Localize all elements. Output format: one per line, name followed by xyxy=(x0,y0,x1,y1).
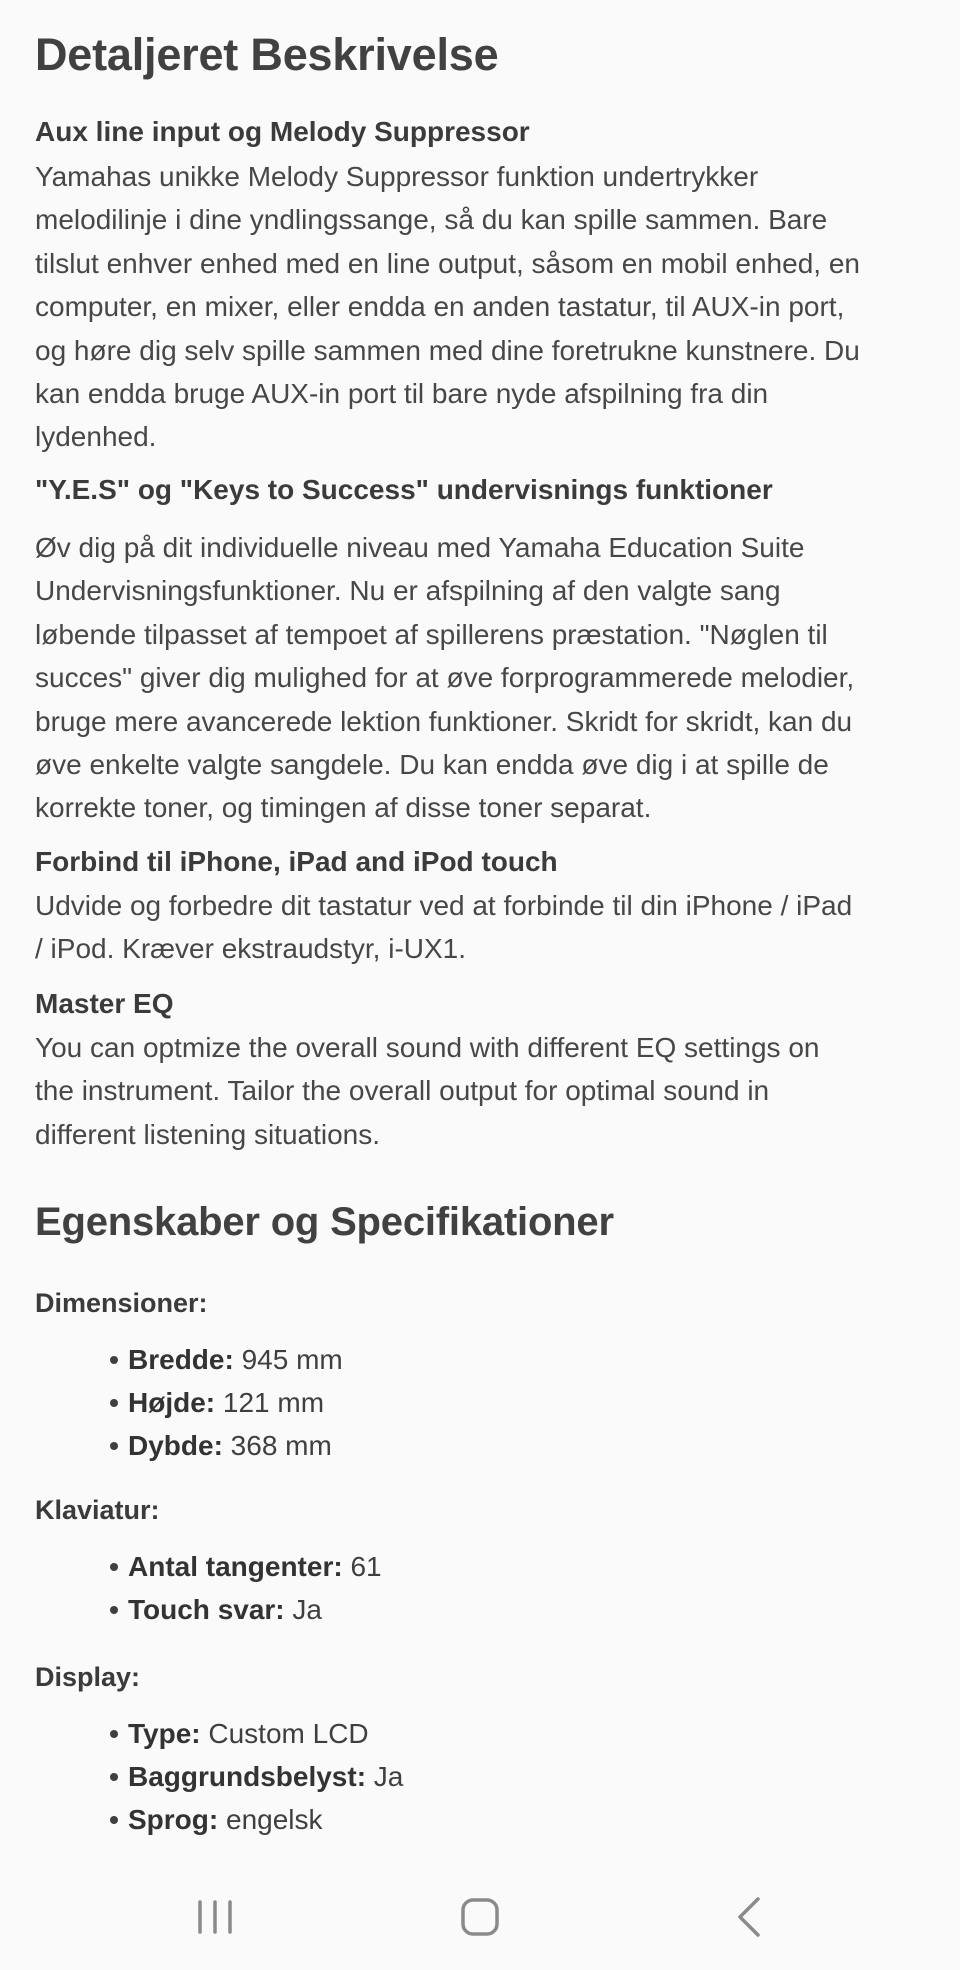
spec-label: Touch svar: xyxy=(128,1594,285,1625)
text-line: korrekte toner, og timingen af disse toner separat. xyxy=(35,792,652,824)
spec-item xyxy=(35,1712,403,1755)
text-line: the instrument. Tailor the overall output for optimal sound in xyxy=(35,1075,770,1107)
spec-value: Custom LCD xyxy=(200,1718,369,1749)
spec-value: engelsk xyxy=(218,1804,323,1835)
spec-value: 61 xyxy=(342,1551,382,1582)
spec-group-title-display: Display: xyxy=(35,1662,141,1692)
spec-item xyxy=(35,1755,403,1798)
spec-value: Ja xyxy=(366,1761,404,1792)
spec-label: Højde: xyxy=(128,1387,216,1418)
spec-list-keyboard xyxy=(35,1545,382,1631)
section-text-iphone xyxy=(35,884,925,971)
text-line: You can optmize the overall sound with different EQ settings on xyxy=(35,1032,820,1063)
spec-label: Sprog: xyxy=(128,1804,219,1835)
text-line: succes" giver dig mulighed for at øve forprogrammerede melodier, xyxy=(35,662,855,694)
text-line: bruge mere avancerede lektion funktioner. Skridt for skridt, kan du xyxy=(35,705,853,737)
back-icon xyxy=(720,1887,780,1947)
text-line: computer, en mixer, eller endda en anden tastatur, til AUX-in port, xyxy=(35,291,845,323)
section-text-aux xyxy=(35,155,925,459)
text-line: melodilinje i dine yndlingssange, så du kan spille sammen. Bare xyxy=(35,204,828,236)
spec-label: Baggrundsbelyst: xyxy=(128,1761,367,1792)
text-line: og høre dig selv spille sammen med dine foretrukne kunstnere. Du xyxy=(35,334,860,366)
text-line: Yamahas unikke Melody Suppressor funktion undertrykker xyxy=(35,161,759,192)
section-title-yes: "Y.E.S" og "Keys to Success" undervisnings funktioner xyxy=(35,474,773,505)
spec-value: 945 mm xyxy=(233,1344,343,1375)
text-line: lydenhed. xyxy=(35,421,157,453)
text-line: kan endda bruge AUX-in port til bare nyde afspilning fra din xyxy=(35,378,769,410)
section-title-iphone: Forbind til iPhone, iPad and iPod touch xyxy=(35,846,558,877)
spec-value: 121 mm xyxy=(215,1387,325,1418)
spec-label: Bredde: xyxy=(128,1344,234,1375)
specs-heading: Egenskaber og Specifikationer xyxy=(35,1200,614,1244)
spec-value: 368 mm xyxy=(222,1430,332,1461)
text-line: øve enkelte valgte sangdele. Du kan endda øve dig i at spille de xyxy=(35,749,829,781)
spec-label: Type: xyxy=(128,1718,201,1749)
spec-group-title-keyboard: Klaviatur: xyxy=(35,1495,160,1525)
home-button[interactable] xyxy=(450,1887,510,1947)
spec-item xyxy=(35,1424,343,1467)
text-line: tilslut enhver enhed med en line output, såsom en mobil enhed, en xyxy=(35,247,860,279)
spec-item xyxy=(35,1545,382,1588)
spec-value: Ja xyxy=(284,1594,322,1625)
section-title-eq: Master EQ xyxy=(35,988,174,1019)
text-line: løbende tilpasset af tempoet af spillerens præstation. "Nøglen til xyxy=(35,618,828,650)
text-line: / iPod. Kræver ekstraudstyr, i-UX1. xyxy=(35,933,467,965)
spec-item xyxy=(35,1338,343,1381)
section-title-aux: Aux line input og Melody Suppressor xyxy=(35,116,530,147)
system-navigation-bar xyxy=(0,1865,960,1970)
spec-group-title-dimensions: Dimensioner: xyxy=(35,1288,208,1318)
spec-list-display xyxy=(35,1712,403,1841)
text-line: Undervisningsfunktioner. Nu er afspilning af den valgte sang xyxy=(35,575,781,607)
recent-apps-icon xyxy=(185,1887,245,1947)
section-text-eq xyxy=(35,1026,925,1156)
spec-label: Antal tangenter: xyxy=(128,1551,343,1582)
spec-item xyxy=(35,1381,343,1424)
detail-heading: Detaljeret Beskrivelse xyxy=(35,29,499,80)
spec-item xyxy=(35,1588,382,1631)
text-line: different listening situations. xyxy=(35,1118,381,1150)
spec-list-dimensions xyxy=(35,1338,343,1467)
section-text-yes xyxy=(35,526,925,830)
text-line: Øv dig på dit individuelle niveau med Yamaha Education Suite xyxy=(35,532,805,563)
spec-item xyxy=(35,1798,403,1841)
back-button[interactable] xyxy=(720,1887,780,1947)
recent-apps-button[interactable] xyxy=(185,1887,245,1947)
spec-label: Dybde: xyxy=(128,1430,223,1461)
text-line: Udvide og forbedre dit tastatur ved at forbinde til din iPhone / iPad xyxy=(35,890,853,921)
home-icon xyxy=(450,1887,510,1947)
